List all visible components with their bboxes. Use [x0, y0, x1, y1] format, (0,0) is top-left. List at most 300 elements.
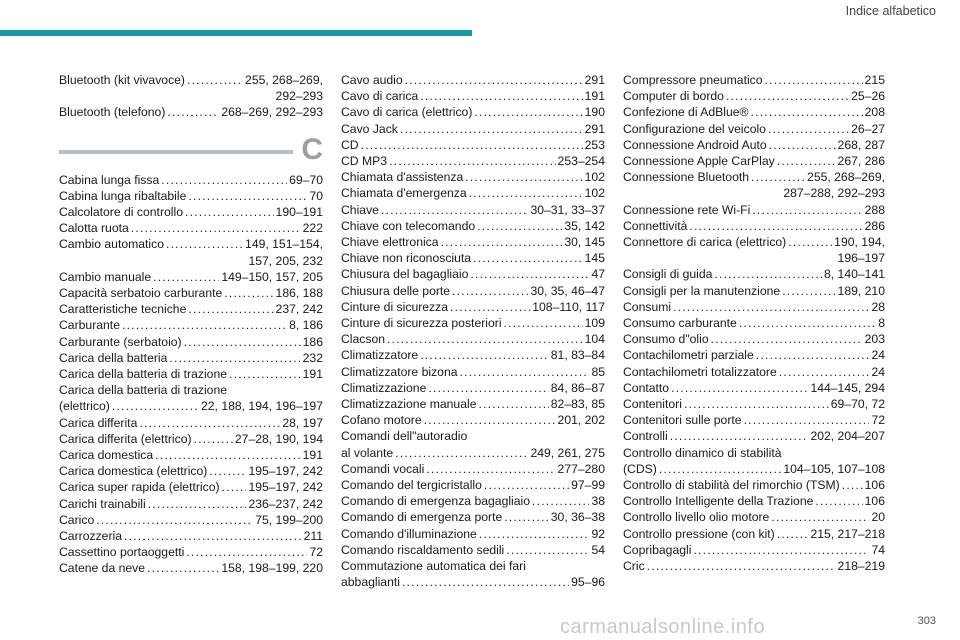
index-entry[interactable] — [341, 493, 605, 509]
entry-pages-continued[interactable]: 292–293 — [275, 89, 323, 104]
entry-label: Cambio automatico — [59, 237, 164, 252]
index-entry[interactable] — [59, 382, 323, 414]
entry-label: Computer di bordo — [623, 89, 724, 104]
dot-leader — [673, 299, 869, 315]
entry-pages[interactable]: 104–105, 107–108 — [783, 461, 885, 476]
dot-leader — [395, 445, 528, 461]
entry-pages[interactable]: 236–237, 242 — [248, 496, 323, 511]
index-entry[interactable] — [623, 509, 885, 525]
entry-pages[interactable]: 22, 188, 194, 196–197 — [201, 399, 323, 414]
index-entry[interactable] — [623, 202, 885, 218]
index-entry[interactable] — [623, 412, 885, 428]
entry-pages[interactable]: 191 — [584, 89, 605, 104]
page-header-title: Indice alfabetico — [845, 4, 936, 18]
entry-line — [341, 542, 605, 558]
dot-leader — [473, 250, 583, 266]
index-entry[interactable] — [341, 331, 605, 347]
entry-pages[interactable]: 145 — [584, 251, 605, 266]
entry-pages[interactable]: 215 — [864, 73, 885, 87]
entry-label: Cinture di sicurezza — [341, 299, 449, 314]
entry-pages[interactable]: 201, 202 — [557, 413, 605, 428]
entry-line — [623, 234, 885, 250]
index-entry[interactable] — [59, 236, 323, 268]
entry-pages[interactable]: 25–26 — [851, 89, 885, 104]
entry-pages[interactable]: 95–96 — [571, 575, 605, 590]
entry-pages[interactable]: 8 — [878, 316, 885, 331]
entry-label: Copribagagli — [623, 542, 692, 557]
entry-pages[interactable]: 109 — [584, 316, 605, 331]
entry-line — [341, 185, 605, 201]
index-entry[interactable] — [59, 285, 323, 301]
index-entry[interactable] — [341, 88, 605, 104]
dot-leader — [361, 137, 583, 153]
entry-line — [623, 283, 885, 299]
dot-leader — [184, 334, 301, 350]
entry-label: Chiusura delle porte — [341, 283, 451, 298]
index-entry[interactable] — [623, 445, 885, 477]
entry-pages[interactable]: 84, 86–87 — [550, 380, 605, 395]
entry-line — [623, 347, 885, 363]
dot-leader — [479, 526, 590, 542]
index-entry[interactable] — [59, 479, 323, 495]
entry-label: Cric — [623, 559, 645, 574]
dot-leader — [402, 574, 569, 590]
entry-label: Cambio manuale — [59, 269, 152, 284]
dot-leader — [714, 266, 822, 282]
entry-label: abbaglianti — [341, 575, 400, 590]
entry-pages[interactable]: 24 — [871, 364, 885, 379]
entry-label: Cabina lunga ribaltabile — [59, 188, 187, 203]
entry-pages[interactable]: 144–145, 294 — [810, 380, 885, 395]
entry-line — [623, 202, 885, 218]
entry-label: Chiave non riconosciuta — [341, 251, 472, 266]
entry-label: Configurazione del veicolo — [623, 121, 766, 136]
entry-label-line: Controllo dinamico di stabilità — [623, 445, 782, 460]
dot-leader — [752, 202, 862, 218]
entry-pages-continued[interactable]: 196–197 — [837, 251, 885, 266]
entry-pages[interactable]: 232 — [302, 350, 323, 365]
entry-pages[interactable]: 97–99 — [571, 478, 605, 493]
index-entry[interactable] — [59, 544, 323, 560]
index-entry[interactable] — [341, 380, 605, 396]
entry-pages[interactable]: 81, 83–84 — [550, 348, 605, 363]
entry-pages[interactable]: 149–150, 157, 205 — [221, 269, 323, 284]
index-entry[interactable] — [59, 350, 323, 366]
dot-leader — [756, 347, 870, 363]
entry-label: Cassettino portaoggetti — [59, 545, 185, 560]
entry-pages[interactable]: 28, 197 — [282, 415, 323, 430]
entry-pages[interactable]: 190, 194, — [834, 235, 885, 250]
dot-leader — [209, 463, 246, 479]
entry-pages[interactable]: 106 — [864, 478, 885, 493]
entry-label: Climatizzazione — [341, 380, 427, 395]
entry-line — [59, 72, 323, 88]
entry-line — [59, 415, 323, 431]
entry-line — [341, 283, 605, 299]
index-entry[interactable] — [623, 283, 885, 299]
entry-pages[interactable]: 38 — [591, 494, 605, 509]
entry-line — [341, 461, 605, 477]
entry-pages[interactable]: 106 — [864, 494, 885, 509]
entry-pages[interactable]: 186 — [302, 334, 323, 349]
dot-leader — [122, 317, 287, 333]
index-entry[interactable] — [341, 428, 605, 460]
entry-pages[interactable]: 30, 35, 46–47 — [530, 283, 605, 298]
index-entry[interactable] — [623, 364, 885, 380]
entry-line — [623, 331, 885, 347]
entry-pages[interactable]: 30, 36–38 — [550, 510, 605, 525]
index-entry[interactable] — [341, 283, 605, 299]
index-entry[interactable] — [341, 509, 605, 525]
index-entry[interactable] — [341, 542, 605, 558]
entry-pages[interactable]: 190–191 — [275, 205, 323, 220]
entry-pages[interactable]: 108–110, 117 — [532, 299, 605, 314]
entry-pages[interactable]: 195–197, 242 — [248, 464, 323, 479]
index-entry[interactable] — [623, 493, 885, 509]
index-entry[interactable] — [341, 121, 605, 137]
entry-line — [59, 398, 323, 414]
index-entry[interactable] — [341, 299, 605, 315]
dot-leader — [426, 461, 555, 477]
entry-pages[interactable]: 54 — [591, 542, 605, 557]
entry-pages[interactable]: 222 — [302, 221, 323, 236]
dot-leader — [112, 398, 199, 414]
entry-line — [59, 463, 323, 479]
entry-line — [341, 364, 605, 380]
entry-line — [59, 204, 323, 220]
dot-leader — [139, 415, 280, 431]
dot-leader — [147, 560, 219, 576]
dot-leader — [424, 412, 556, 428]
entry-label: Cavo audio — [341, 73, 403, 87]
entry-line — [341, 493, 605, 509]
entry-line — [341, 445, 605, 461]
entry-pages[interactable]: 72 — [871, 413, 885, 428]
index-entry[interactable] — [341, 477, 605, 493]
entry-pages[interactable]: 288 — [864, 202, 885, 217]
index-entry[interactable] — [623, 104, 885, 120]
index-entry[interactable] — [623, 396, 885, 412]
index-entry[interactable] — [59, 72, 323, 104]
entry-pages[interactable]: 70 — [309, 188, 323, 203]
index-entry[interactable] — [59, 496, 323, 512]
index-entry[interactable] — [59, 366, 323, 382]
entry-pages[interactable]: 92 — [591, 526, 605, 541]
entry-pages[interactable]: 104 — [584, 332, 605, 347]
index-entry[interactable] — [341, 234, 605, 250]
section-letter: C — [301, 132, 323, 166]
index-entry[interactable] — [341, 396, 605, 412]
entry-label: Carica domestica — [59, 448, 154, 463]
index-entry[interactable] — [623, 526, 885, 542]
index-entry[interactable] — [341, 104, 605, 120]
entry-pages[interactable]: 47 — [591, 267, 605, 282]
entry-line — [341, 234, 605, 250]
entry-pages[interactable]: 8, 186 — [289, 318, 323, 333]
entry-pages[interactable]: 28 — [871, 299, 885, 314]
entry-pages[interactable]: 26–27 — [851, 121, 885, 136]
index-entry[interactable] — [341, 169, 605, 185]
entry-pages[interactable]: 255, 268–269, — [807, 170, 885, 185]
dot-leader — [387, 331, 583, 347]
entry-label: Connessione rete Wi-Fi — [623, 202, 751, 217]
entry-label: Consigli per la manutenzione — [623, 283, 781, 298]
entry-label: Cavo Jack — [341, 121, 398, 136]
entry-line — [623, 218, 885, 234]
entry-pages[interactable]: 72 — [309, 545, 323, 560]
entry-pages[interactable]: 20 — [871, 510, 885, 525]
index-entry[interactable] — [623, 347, 885, 363]
index-entry[interactable] — [59, 334, 323, 350]
entry-pages[interactable]: 69–70, 72 — [830, 397, 885, 412]
dot-leader — [153, 269, 219, 285]
dot-leader — [739, 315, 876, 331]
index-entry[interactable] — [341, 364, 605, 380]
index-entry[interactable] — [59, 220, 323, 236]
entry-pages[interactable]: 158, 198–199, 220 — [221, 561, 323, 576]
entry-pages[interactable]: 24 — [871, 348, 885, 363]
entry-label: Cinture di sicurezza posteriori — [341, 316, 502, 331]
index-entry[interactable] — [623, 234, 885, 266]
entry-pages[interactable]: 149, 151–154, — [245, 237, 323, 252]
entry-pages[interactable]: 195–197, 242 — [248, 480, 323, 495]
index-entry[interactable] — [59, 104, 323, 120]
entry-label: Carrozzeria — [59, 529, 122, 544]
entry-label: Carichi trainabili — [59, 496, 146, 511]
entry-label: Caratteristiche tecniche — [59, 302, 187, 317]
index-entry[interactable] — [623, 299, 885, 315]
index-entry[interactable] — [341, 72, 605, 88]
entry-label: Carica differita — [59, 415, 138, 430]
entry-pages[interactable]: 202, 204–207 — [810, 429, 885, 444]
entry-pages[interactable]: 267, 286 — [837, 154, 885, 169]
index-entry[interactable] — [623, 558, 885, 574]
index-entry[interactable] — [341, 412, 605, 428]
entry-line — [623, 153, 885, 169]
index-entry[interactable] — [341, 347, 605, 363]
index-entry[interactable] — [59, 188, 323, 204]
entry-pages[interactable]: 8, 140–141 — [824, 267, 885, 282]
index-entry[interactable] — [623, 542, 885, 558]
index-entry[interactable] — [341, 185, 605, 201]
entry-label: Chiave — [341, 202, 379, 217]
index-entries — [59, 172, 323, 577]
entry-label: Contachilometri totalizzatore — [623, 364, 777, 379]
entry-pages[interactable]: 253–254 — [557, 154, 605, 169]
entry-label: al volante — [341, 445, 394, 460]
dot-leader — [465, 169, 582, 185]
entry-pages[interactable]: 74 — [871, 542, 885, 557]
dot-leader — [726, 88, 849, 104]
entry-pages-continued[interactable]: 157, 205, 232 — [248, 253, 323, 268]
index-entry[interactable] — [623, 72, 885, 88]
index-entry[interactable] — [623, 266, 885, 282]
entry-line — [59, 236, 323, 252]
entry-line — [59, 366, 323, 382]
index-entry[interactable] — [341, 218, 605, 234]
entry-label: Controllo di stabilità del rimorchio (TSM) — [623, 478, 840, 493]
entry-pages[interactable]: 27–28, 190, 194 — [234, 431, 323, 446]
index-entry[interactable] — [623, 428, 885, 444]
dot-leader — [506, 542, 589, 558]
entry-pages[interactable]: 189, 210 — [837, 283, 885, 298]
entry-pages[interactable]: 190 — [584, 105, 605, 120]
entry-pages[interactable]: 191 — [302, 367, 323, 382]
dot-leader — [187, 72, 243, 88]
entry-pages[interactable]: 291 — [584, 121, 605, 136]
entry-line — [59, 431, 323, 447]
entry-pages[interactable]: 85 — [591, 364, 605, 379]
entry-label: Consumo d"olio — [623, 332, 709, 347]
index-entry[interactable] — [59, 415, 323, 431]
index-entry[interactable] — [341, 137, 605, 153]
dot-leader — [532, 493, 589, 509]
entry-pages[interactable]: 211 — [303, 529, 323, 544]
index-entry[interactable] — [341, 250, 605, 266]
entry-pages[interactable]: 203 — [864, 332, 885, 347]
entry-label: Carico — [59, 512, 95, 527]
entry-pages[interactable]: 291 — [584, 73, 605, 87]
entry-line — [623, 137, 885, 153]
entry-line — [341, 396, 605, 412]
entry-line — [623, 169, 885, 185]
entry-label: Cavo di carica (elettrico) — [341, 105, 473, 120]
entry-pages[interactable]: 30–31, 33–37 — [530, 202, 605, 217]
index-entry[interactable] — [623, 331, 885, 347]
dot-leader — [777, 153, 836, 169]
entry-line — [59, 560, 323, 576]
entry-pages[interactable]: 75, 199–200 — [255, 512, 323, 527]
dot-leader — [751, 169, 805, 185]
index-entry[interactable] — [59, 512, 323, 528]
index-entry[interactable] — [341, 153, 605, 169]
dot-leader — [222, 479, 247, 495]
entry-label: Controlli — [623, 429, 668, 444]
entry-label: Controllo pressione (con kit) — [623, 526, 775, 541]
index-entry[interactable] — [623, 88, 885, 104]
entry-pages-continued[interactable]: 287–288, 292–293 — [783, 186, 885, 201]
index-entry[interactable] — [59, 317, 323, 333]
entry-pages[interactable]: 286 — [864, 218, 885, 233]
entry-pages[interactable]: 186, 188 — [275, 286, 323, 301]
index-column-1 — [59, 72, 323, 577]
entry-label: Climatizzatore — [341, 348, 419, 363]
entry-pages[interactable]: 237, 242 — [275, 302, 323, 317]
index-entries — [623, 72, 885, 574]
index-entry[interactable] — [59, 172, 323, 188]
entry-line — [623, 428, 885, 444]
entry-pages[interactable]: 255, 268–269, — [245, 73, 323, 87]
entry-label: Connessione Bluetooth — [623, 170, 750, 185]
dot-leader — [689, 218, 862, 234]
index-entry[interactable] — [341, 315, 605, 331]
entry-label: Calcolatore di controllo — [59, 205, 183, 220]
dot-leader — [185, 204, 274, 220]
entry-line — [341, 509, 605, 525]
entry-pages[interactable]: 30, 145 — [564, 235, 605, 250]
entry-line — [623, 72, 885, 88]
entry-line — [59, 317, 323, 333]
index-entry[interactable] — [59, 204, 323, 220]
index-entry[interactable] — [341, 202, 605, 218]
entry-pages[interactable]: 268–269, 292–293 — [221, 105, 323, 120]
entry-label: Chiave elettronica — [341, 235, 439, 250]
entry-pages[interactable]: 268, 287 — [837, 137, 885, 152]
index-entry[interactable] — [341, 266, 605, 282]
entry-pages[interactable]: 215, 217–218 — [810, 526, 885, 541]
entry-label: Connessione Apple CarPlay — [623, 154, 775, 169]
dot-leader — [484, 477, 569, 493]
index-entry[interactable] — [623, 153, 885, 169]
index-entries — [341, 72, 605, 591]
entry-label: Climatizzatore bizona — [341, 364, 458, 379]
entry-label: Carica super rapida (elettrico) — [59, 480, 220, 495]
entry-pages[interactable]: 277–280 — [557, 461, 605, 476]
index-entry[interactable] — [59, 528, 323, 544]
entry-pages[interactable]: 35, 142 — [564, 218, 605, 233]
entry-line — [341, 526, 605, 542]
index-entry[interactable] — [623, 121, 885, 137]
index-entry[interactable] — [623, 477, 885, 493]
index-entry[interactable] — [623, 380, 885, 396]
index-entry[interactable] — [59, 269, 323, 285]
entry-line — [623, 380, 885, 396]
entry-pages[interactable]: 102 — [584, 186, 605, 201]
entry-line — [341, 331, 605, 347]
index-entry[interactable] — [59, 431, 323, 447]
dot-leader — [744, 412, 870, 428]
dot-leader — [224, 285, 273, 301]
index-entry[interactable] — [59, 447, 323, 463]
entry-label: Carburante — [59, 318, 120, 333]
entry-line — [59, 334, 323, 350]
entry-label: Contachilometri parziale — [623, 348, 754, 363]
entry-pages[interactable]: 218–219 — [837, 559, 885, 574]
entry-pages[interactable]: 249, 261, 275 — [530, 445, 605, 460]
entry-line — [623, 477, 885, 493]
entry-pages[interactable]: 82–83, 85 — [550, 397, 605, 412]
index-entry[interactable] — [623, 169, 885, 201]
index-entry[interactable] — [341, 558, 605, 590]
entry-label: Comando del tergicristallo — [341, 478, 482, 493]
entry-line — [59, 172, 323, 188]
index-entry[interactable] — [623, 218, 885, 234]
entry-line — [623, 104, 885, 120]
entry-line — [623, 266, 885, 282]
index-entry[interactable] — [341, 526, 605, 542]
dot-leader — [647, 558, 836, 574]
entry-pages[interactable]: 253 — [584, 137, 605, 152]
entry-pages[interactable]: 102 — [584, 170, 605, 185]
entry-pages[interactable]: 69–70 — [289, 172, 323, 187]
index-entry[interactable] — [59, 301, 323, 317]
page-number: 303 — [917, 615, 936, 627]
dot-leader — [504, 315, 583, 331]
index-entry[interactable] — [59, 560, 323, 576]
index-entry[interactable] — [623, 315, 885, 331]
index-entry[interactable] — [59, 463, 323, 479]
entry-label: Connettività — [623, 218, 688, 233]
dot-leader — [693, 542, 869, 558]
entry-pages[interactable]: 208 — [864, 105, 885, 120]
dot-leader — [779, 364, 870, 380]
entry-pages[interactable]: 191 — [302, 448, 323, 463]
entry-line — [623, 315, 885, 331]
entry-label: CD MP3 — [341, 154, 388, 169]
index-entry[interactable] — [623, 137, 885, 153]
entry-line — [623, 88, 885, 104]
index-entry[interactable] — [341, 461, 605, 477]
